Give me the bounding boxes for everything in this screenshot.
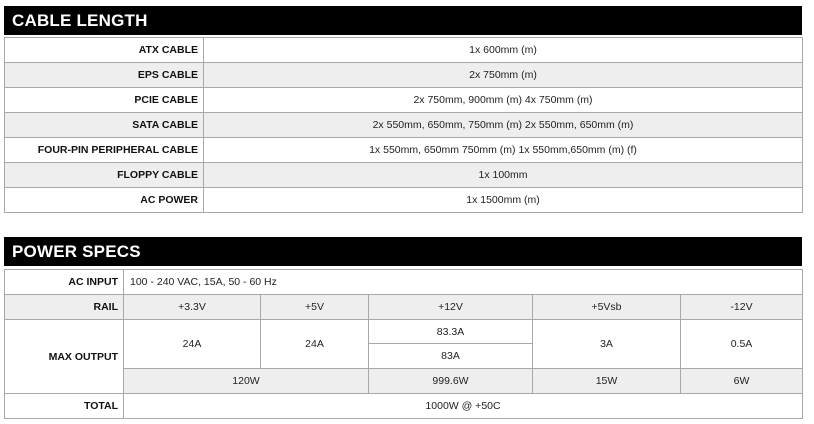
ac-input-label: AC INPUT [5, 270, 124, 295]
rail-neg12v: -12V [681, 295, 803, 320]
max-output-5v: 24A [261, 320, 369, 369]
max-output-row [5, 320, 803, 344]
cable-label: EPS CABLE [5, 63, 204, 88]
watts-row [5, 369, 803, 394]
cable-length-header: CABLE LENGTH [4, 6, 802, 35]
rail-5v: +5V [261, 295, 369, 320]
max-output-neg12v: 0.5A [681, 320, 803, 369]
cable-value: 2x 750mm, 900mm (m) 4x 750mm (m) [204, 88, 803, 113]
power-specs-header: POWER SPECS [4, 237, 802, 266]
rail-3v3: +3.3V [124, 295, 261, 320]
watts-3v3-5v: 120W [124, 369, 369, 394]
table-row [5, 113, 803, 138]
total-label: TOTAL [5, 394, 124, 419]
cable-label: AC POWER [5, 188, 204, 213]
cable-label: SATA CABLE [5, 113, 204, 138]
max-output-12v-a: 83.3A [369, 320, 533, 344]
cable-label: FOUR-PIN PERIPHERAL CABLE [5, 138, 204, 163]
table-row [5, 188, 803, 213]
cable-value: 1x 600mm (m) [204, 38, 803, 63]
ac-input-value: 100 - 240 VAC, 15A, 50 - 60 Hz [124, 270, 803, 295]
max-output-label: MAX OUTPUT [5, 320, 124, 394]
cable-value: 1x 1500mm (m) [204, 188, 803, 213]
cable-value: 2x 550mm, 650mm, 750mm (m) 2x 550mm, 650mm (m) [204, 113, 803, 138]
table-row [5, 163, 803, 188]
cable-value: 2x 750mm (m) [204, 63, 803, 88]
rail-5vsb: +5Vsb [533, 295, 681, 320]
cable-label: PCIE CABLE [5, 88, 204, 113]
max-output-3v3: 24A [124, 320, 261, 369]
table-row [5, 88, 803, 113]
rail-row [5, 295, 803, 320]
power-specs-table [4, 269, 803, 419]
cable-value: 1x 550mm, 650mm 750mm (m) 1x 550mm,650mm (m) (f) [204, 138, 803, 163]
total-row [5, 394, 803, 419]
ac-input-row [5, 270, 803, 295]
watts-5vsb: 15W [533, 369, 681, 394]
table-row [5, 138, 803, 163]
cable-length-table [4, 37, 803, 213]
table-row [5, 38, 803, 63]
cable-label: FLOPPY CABLE [5, 163, 204, 188]
table-row [5, 63, 803, 88]
rail-label: RAIL [5, 295, 124, 320]
rail-12v: +12V [369, 295, 533, 320]
max-output-5vsb: 3A [533, 320, 681, 369]
watts-12v: 999.6W [369, 369, 533, 394]
watts-neg12v: 6W [681, 369, 803, 394]
cable-value: 1x 100mm [204, 163, 803, 188]
max-output-12v-b: 83A [369, 344, 533, 369]
total-value: 1000W @ +50C [124, 394, 803, 419]
cable-label: ATX CABLE [5, 38, 204, 63]
